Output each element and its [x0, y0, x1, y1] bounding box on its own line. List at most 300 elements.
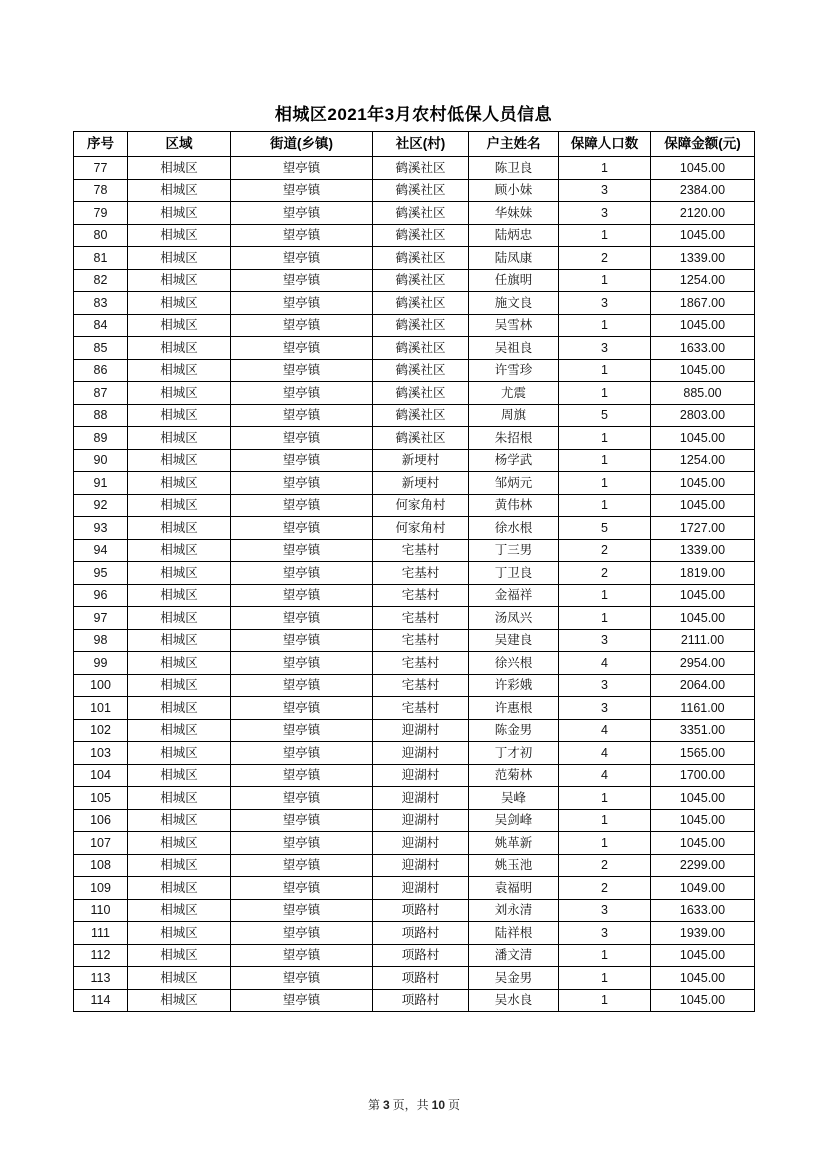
table-cell: 相城区 — [128, 539, 231, 562]
table-cell: 丁三男 — [469, 539, 559, 562]
table-cell: 1045.00 — [651, 607, 755, 630]
table-cell: 望亭镇 — [231, 337, 373, 360]
table-cell: 望亭镇 — [231, 584, 373, 607]
table-cell: 相城区 — [128, 719, 231, 742]
col-header-street: 街道(乡镇) — [231, 132, 373, 157]
table-cell: 94 — [74, 539, 128, 562]
table-cell: 1565.00 — [651, 742, 755, 765]
table-cell: 1045.00 — [651, 584, 755, 607]
table-cell: 相城区 — [128, 314, 231, 337]
table-cell: 1700.00 — [651, 764, 755, 787]
table-cell: 相城区 — [128, 472, 231, 495]
table-cell: 相城区 — [128, 382, 231, 405]
table-cell: 望亭镇 — [231, 224, 373, 247]
table-cell: 110 — [74, 899, 128, 922]
table-cell: 望亭镇 — [231, 607, 373, 630]
table-cell: 迎湖村 — [373, 742, 469, 765]
table-cell: 4 — [559, 719, 651, 742]
table-cell: 87 — [74, 382, 128, 405]
table-cell: 望亭镇 — [231, 427, 373, 450]
table-cell: 望亭镇 — [231, 269, 373, 292]
table-cell: 望亭镇 — [231, 517, 373, 540]
table-cell: 姚革新 — [469, 832, 559, 855]
table-cell: 望亭镇 — [231, 854, 373, 877]
table-cell: 1939.00 — [651, 922, 755, 945]
table-cell: 鹤溪社区 — [373, 202, 469, 225]
table-cell: 相城区 — [128, 247, 231, 270]
table-cell: 相城区 — [128, 157, 231, 180]
table-cell: 82 — [74, 269, 128, 292]
table-cell: 77 — [74, 157, 128, 180]
table-cell: 1 — [559, 449, 651, 472]
table-cell: 1 — [559, 494, 651, 517]
table-cell: 2384.00 — [651, 179, 755, 202]
table-cell: 1254.00 — [651, 269, 755, 292]
table-cell: 3 — [559, 337, 651, 360]
table-cell: 望亭镇 — [231, 697, 373, 720]
table-cell: 鹤溪社区 — [373, 382, 469, 405]
table-cell: 1045.00 — [651, 494, 755, 517]
table-cell: 5 — [559, 404, 651, 427]
table-cell: 2 — [559, 854, 651, 877]
table-cell: 2 — [559, 562, 651, 585]
table-cell: 1 — [559, 359, 651, 382]
page-footer — [0, 1096, 828, 1113]
table-header — [74, 132, 755, 157]
table-cell: 朱招根 — [469, 427, 559, 450]
table-cell: 3 — [559, 629, 651, 652]
table-cell: 102 — [74, 719, 128, 742]
table-cell: 相城区 — [128, 269, 231, 292]
table-cell: 袁福明 — [469, 877, 559, 900]
table-cell: 吴剑峰 — [469, 809, 559, 832]
table-cell: 项路村 — [373, 899, 469, 922]
table-cell: 鹤溪社区 — [373, 427, 469, 450]
table-cell: 丁卫良 — [469, 562, 559, 585]
table-row — [74, 629, 755, 652]
table-cell: 相城区 — [128, 832, 231, 855]
col-header-region: 区域 — [128, 132, 231, 157]
table-cell: 徐水根 — [469, 517, 559, 540]
table-cell: 1045.00 — [651, 787, 755, 810]
col-header-covered-count: 保障人口数 — [559, 132, 651, 157]
table-cell: 吴金男 — [469, 967, 559, 990]
table-cell: 1 — [559, 472, 651, 495]
table-cell: 望亭镇 — [231, 292, 373, 315]
table-cell: 宅基村 — [373, 539, 469, 562]
table-cell: 许雪珍 — [469, 359, 559, 382]
table-cell: 1 — [559, 382, 651, 405]
table-row — [74, 922, 755, 945]
table-row — [74, 179, 755, 202]
table-row — [74, 832, 755, 855]
table-cell: 108 — [74, 854, 128, 877]
table-cell: 1045.00 — [651, 832, 755, 855]
table-cell: 何家角村 — [373, 517, 469, 540]
table-cell: 2954.00 — [651, 652, 755, 675]
table-cell: 尤震 — [469, 382, 559, 405]
table-cell: 1045.00 — [651, 427, 755, 450]
table-cell: 1045.00 — [651, 989, 755, 1012]
table-cell: 4 — [559, 742, 651, 765]
table-cell: 93 — [74, 517, 128, 540]
table-cell: 4 — [559, 764, 651, 787]
table-cell: 相城区 — [128, 517, 231, 540]
table-cell: 望亭镇 — [231, 922, 373, 945]
table-cell: 相城区 — [128, 854, 231, 877]
table-cell: 1045.00 — [651, 359, 755, 382]
welfare-table — [73, 131, 755, 1012]
table-cell: 3351.00 — [651, 719, 755, 742]
table-cell: 鹤溪社区 — [373, 292, 469, 315]
col-header-index: 序号 — [74, 132, 128, 157]
table-cell: 相城区 — [128, 359, 231, 382]
table-cell: 1045.00 — [651, 809, 755, 832]
footer-page-number: 3 — [382, 1098, 390, 1112]
table-cell: 1045.00 — [651, 224, 755, 247]
table-cell: 施文良 — [469, 292, 559, 315]
table-cell: 望亭镇 — [231, 404, 373, 427]
table-cell: 1254.00 — [651, 449, 755, 472]
table-cell: 3 — [559, 179, 651, 202]
table-cell: 迎湖村 — [373, 854, 469, 877]
table-cell: 98 — [74, 629, 128, 652]
table-cell: 望亭镇 — [231, 449, 373, 472]
table-cell: 望亭镇 — [231, 674, 373, 697]
table-cell: 相城区 — [128, 899, 231, 922]
table-cell: 1819.00 — [651, 562, 755, 585]
table-cell: 1867.00 — [651, 292, 755, 315]
table-cell: 相城区 — [128, 809, 231, 832]
table-row — [74, 292, 755, 315]
table-row — [74, 764, 755, 787]
table-cell: 92 — [74, 494, 128, 517]
table-cell: 刘永清 — [469, 899, 559, 922]
table-cell: 宅基村 — [373, 674, 469, 697]
table-cell: 1045.00 — [651, 314, 755, 337]
table-row — [74, 157, 755, 180]
table-cell: 新埂村 — [373, 449, 469, 472]
table-cell: 陆祥根 — [469, 922, 559, 945]
table-cell: 望亭镇 — [231, 787, 373, 810]
table-cell: 迎湖村 — [373, 832, 469, 855]
table-cell: 潘文清 — [469, 944, 559, 967]
page-title: 相城区2021年3月农村低保人员信息 — [274, 105, 553, 124]
table-cell: 鹤溪社区 — [373, 269, 469, 292]
table-cell: 许惠根 — [469, 697, 559, 720]
table-row — [74, 494, 755, 517]
table-row — [74, 989, 755, 1012]
table-cell: 80 — [74, 224, 128, 247]
table-cell: 许彩娥 — [469, 674, 559, 697]
table-cell: 相城区 — [128, 179, 231, 202]
table-row — [74, 382, 755, 405]
table-cell: 周旗 — [469, 404, 559, 427]
table-cell: 相城区 — [128, 674, 231, 697]
table-cell: 相城区 — [128, 697, 231, 720]
table-cell: 项路村 — [373, 922, 469, 945]
table-cell: 陈金男 — [469, 719, 559, 742]
table-cell: 79 — [74, 202, 128, 225]
table-cell: 相城区 — [128, 877, 231, 900]
table-cell: 相城区 — [128, 562, 231, 585]
table-cell: 3 — [559, 899, 651, 922]
table-cell: 3 — [559, 292, 651, 315]
table-cell: 望亭镇 — [231, 629, 373, 652]
table-cell: 1 — [559, 269, 651, 292]
table-row — [74, 652, 755, 675]
table-cell: 项路村 — [373, 989, 469, 1012]
table-cell: 迎湖村 — [373, 719, 469, 742]
table-cell: 1339.00 — [651, 539, 755, 562]
table-cell: 鹤溪社区 — [373, 359, 469, 382]
table-cell: 徐兴根 — [469, 652, 559, 675]
table-cell: 相城区 — [128, 427, 231, 450]
table-cell: 望亭镇 — [231, 179, 373, 202]
table-cell: 望亭镇 — [231, 809, 373, 832]
table-cell: 顾小妹 — [469, 179, 559, 202]
table-row — [74, 224, 755, 247]
table-cell: 陈卫良 — [469, 157, 559, 180]
table-cell: 杨学武 — [469, 449, 559, 472]
table-cell: 1045.00 — [651, 944, 755, 967]
table-cell: 100 — [74, 674, 128, 697]
table-cell: 望亭镇 — [231, 562, 373, 585]
table-cell: 范菊林 — [469, 764, 559, 787]
table-cell: 相城区 — [128, 989, 231, 1012]
table-cell: 望亭镇 — [231, 494, 373, 517]
table-cell: 相城区 — [128, 629, 231, 652]
table-cell: 迎湖村 — [373, 787, 469, 810]
table-cell: 吴雪林 — [469, 314, 559, 337]
table-cell: 1 — [559, 224, 651, 247]
table-row — [74, 337, 755, 360]
table-cell: 3 — [559, 922, 651, 945]
table-cell: 1 — [559, 314, 651, 337]
table-cell: 2803.00 — [651, 404, 755, 427]
table-body — [74, 157, 755, 1012]
table-row — [74, 314, 755, 337]
footer-suffix: 页 — [448, 1098, 461, 1112]
table-cell: 相城区 — [128, 742, 231, 765]
table-cell: 1 — [559, 584, 651, 607]
table-cell: 1045.00 — [651, 157, 755, 180]
table-cell: 望亭镇 — [231, 877, 373, 900]
table-cell: 相城区 — [128, 584, 231, 607]
table-cell: 105 — [74, 787, 128, 810]
table-cell: 112 — [74, 944, 128, 967]
table-row — [74, 584, 755, 607]
table-row — [74, 674, 755, 697]
table-cell: 85 — [74, 337, 128, 360]
table-cell: 望亭镇 — [231, 944, 373, 967]
table-cell: 3 — [559, 202, 651, 225]
table-cell: 宅基村 — [373, 562, 469, 585]
table-cell: 丁才初 — [469, 742, 559, 765]
table-cell: 1633.00 — [651, 899, 755, 922]
table-cell: 鹤溪社区 — [373, 314, 469, 337]
table-cell: 望亭镇 — [231, 539, 373, 562]
table-cell: 新埂村 — [373, 472, 469, 495]
table-cell: 1633.00 — [651, 337, 755, 360]
table-cell: 黄伟林 — [469, 494, 559, 517]
table-cell: 84 — [74, 314, 128, 337]
table-cell: 望亭镇 — [231, 202, 373, 225]
table-cell: 金福祥 — [469, 584, 559, 607]
table-cell: 89 — [74, 427, 128, 450]
table-cell: 90 — [74, 449, 128, 472]
table-cell: 迎湖村 — [373, 809, 469, 832]
table-cell: 86 — [74, 359, 128, 382]
table-cell: 吴水良 — [469, 989, 559, 1012]
table-cell: 相城区 — [128, 202, 231, 225]
col-header-householder: 户主姓名 — [469, 132, 559, 157]
table-row — [74, 967, 755, 990]
table-cell: 1 — [559, 809, 651, 832]
table-cell: 99 — [74, 652, 128, 675]
table-cell: 宅基村 — [373, 607, 469, 630]
table-cell: 望亭镇 — [231, 472, 373, 495]
table-cell: 任旗明 — [469, 269, 559, 292]
table-cell: 1049.00 — [651, 877, 755, 900]
table-cell: 宅基村 — [373, 697, 469, 720]
table-cell: 114 — [74, 989, 128, 1012]
table-cell: 1 — [559, 832, 651, 855]
table-row — [74, 854, 755, 877]
table-cell: 望亭镇 — [231, 359, 373, 382]
table-cell: 望亭镇 — [231, 989, 373, 1012]
table-row — [74, 202, 755, 225]
table-cell: 相城区 — [128, 967, 231, 990]
table-cell: 吴祖良 — [469, 337, 559, 360]
table-cell: 鹤溪社区 — [373, 179, 469, 202]
table-cell: 鹤溪社区 — [373, 247, 469, 270]
table-cell: 迎湖村 — [373, 877, 469, 900]
footer-middle: 页，共 — [392, 1098, 429, 1112]
table-cell: 项路村 — [373, 967, 469, 990]
table-row — [74, 719, 755, 742]
table-cell: 望亭镇 — [231, 382, 373, 405]
table-cell: 相城区 — [128, 607, 231, 630]
table-cell: 1 — [559, 427, 651, 450]
table-cell: 109 — [74, 877, 128, 900]
col-header-community: 社区(村) — [373, 132, 469, 157]
table-cell: 1 — [559, 787, 651, 810]
table-cell: 3 — [559, 697, 651, 720]
table-cell: 3 — [559, 674, 651, 697]
table-cell: 鹤溪社区 — [373, 337, 469, 360]
table-cell: 103 — [74, 742, 128, 765]
table-cell: 104 — [74, 764, 128, 787]
table-cell: 相城区 — [128, 337, 231, 360]
table-cell: 78 — [74, 179, 128, 202]
table-cell: 望亭镇 — [231, 742, 373, 765]
table-cell: 885.00 — [651, 382, 755, 405]
table-cell: 吴建良 — [469, 629, 559, 652]
table-cell: 宅基村 — [373, 584, 469, 607]
table-cell: 2111.00 — [651, 629, 755, 652]
table-cell: 113 — [74, 967, 128, 990]
table-cell: 鹤溪社区 — [373, 404, 469, 427]
table-cell: 望亭镇 — [231, 832, 373, 855]
table-cell: 相城区 — [128, 449, 231, 472]
table-cell: 姚玉池 — [469, 854, 559, 877]
table-row — [74, 607, 755, 630]
table-cell: 何家角村 — [373, 494, 469, 517]
table-row — [74, 427, 755, 450]
footer-total-pages: 10 — [431, 1098, 446, 1112]
table-cell: 汤凤兴 — [469, 607, 559, 630]
table-cell: 2 — [559, 247, 651, 270]
table-cell: 相城区 — [128, 764, 231, 787]
table-cell: 83 — [74, 292, 128, 315]
table-row — [74, 809, 755, 832]
table-cell: 107 — [74, 832, 128, 855]
table-cell: 101 — [74, 697, 128, 720]
table-cell: 鹤溪社区 — [373, 157, 469, 180]
table-cell: 91 — [74, 472, 128, 495]
table-cell: 相城区 — [128, 922, 231, 945]
table-header-row — [74, 132, 755, 157]
table-row — [74, 697, 755, 720]
table-cell: 111 — [74, 922, 128, 945]
table-cell: 相城区 — [128, 404, 231, 427]
table-cell: 1 — [559, 944, 651, 967]
footer-prefix: 第 — [367, 1098, 380, 1112]
table-row — [74, 472, 755, 495]
table-row — [74, 877, 755, 900]
table-cell: 1339.00 — [651, 247, 755, 270]
table-cell: 相城区 — [128, 494, 231, 517]
table-row — [74, 742, 755, 765]
table-cell: 2 — [559, 877, 651, 900]
table-cell: 吴峰 — [469, 787, 559, 810]
table-cell: 106 — [74, 809, 128, 832]
table-row — [74, 539, 755, 562]
table-cell: 望亭镇 — [231, 719, 373, 742]
table-cell: 陆炳忠 — [469, 224, 559, 247]
table-cell: 相城区 — [128, 787, 231, 810]
table-cell: 1 — [559, 967, 651, 990]
table-cell: 1045.00 — [651, 472, 755, 495]
table-cell: 4 — [559, 652, 651, 675]
table-cell: 望亭镇 — [231, 652, 373, 675]
table-cell: 相城区 — [128, 292, 231, 315]
table-row — [74, 269, 755, 292]
table-cell: 96 — [74, 584, 128, 607]
table-cell: 1 — [559, 157, 651, 180]
table-cell: 相城区 — [128, 652, 231, 675]
table-row — [74, 517, 755, 540]
table-cell: 2120.00 — [651, 202, 755, 225]
table-cell: 2064.00 — [651, 674, 755, 697]
table-cell: 2299.00 — [651, 854, 755, 877]
table-cell: 相城区 — [128, 224, 231, 247]
table-row — [74, 562, 755, 585]
table-cell: 1161.00 — [651, 697, 755, 720]
table-row — [74, 359, 755, 382]
table-cell: 2 — [559, 539, 651, 562]
table-row — [74, 944, 755, 967]
table-cell: 宅基村 — [373, 652, 469, 675]
table-row — [74, 247, 755, 270]
table-cell: 望亭镇 — [231, 157, 373, 180]
table-cell: 项路村 — [373, 944, 469, 967]
table-cell: 88 — [74, 404, 128, 427]
table-cell: 5 — [559, 517, 651, 540]
table-row — [74, 404, 755, 427]
table-cell: 宅基村 — [373, 629, 469, 652]
